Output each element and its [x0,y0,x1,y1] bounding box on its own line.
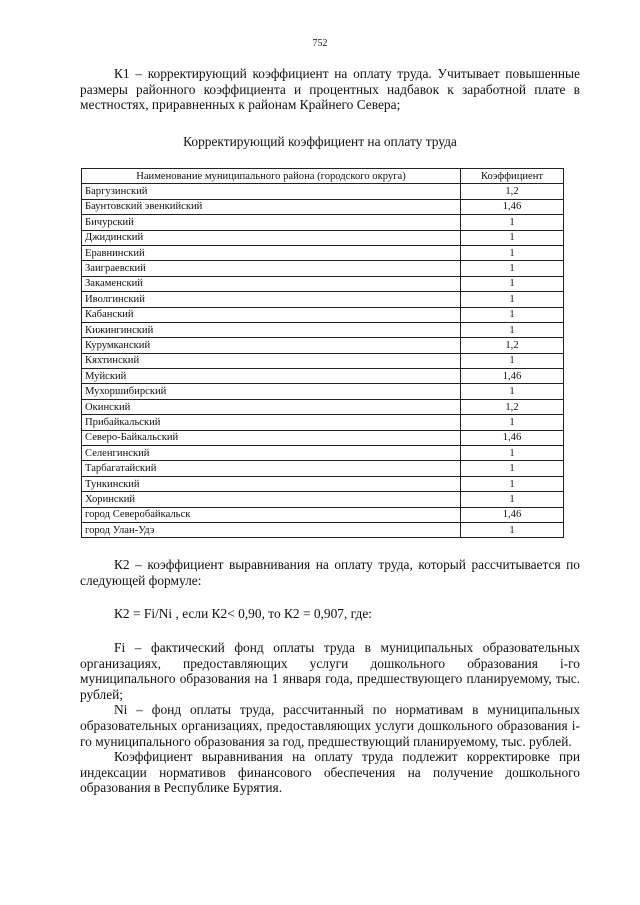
district-name-cell: Баунтовский эвенкийский [82,199,461,214]
district-name-cell: Еравнинский [82,245,461,260]
coefficient-value-cell: 1 [461,353,564,368]
district-name-cell: Кяхтинский [82,353,461,368]
coefficient-value-cell: 1 [461,230,564,245]
district-name-cell: Джидинский [82,230,461,245]
intro-text: К1 – корректирующий коэффициент на оплату труда. Учитывает повышенные размеры районного коэффициента и процентных надбавок к заработной плате в местностях, приравненных к районам Крайнего Севера; [80,66,580,113]
district-name-cell: Бичурский [82,215,461,230]
district-name-cell: город Улан-Удэ [82,522,461,537]
table-row [82,261,564,276]
coefficient-value-cell: 1 [461,384,564,399]
table-row [82,415,564,430]
header-coefficient: Коэффициент [461,169,564,184]
coefficient-value-cell: 1 [461,292,564,307]
coefficient-value-cell: 1,2 [461,338,564,353]
district-name-cell: Тункинский [82,476,461,491]
table-row [82,522,564,537]
coefficient-value-cell: 1 [461,476,564,491]
district-name-cell: город Северобайкальск [82,507,461,522]
coefficient-value-cell: 1,46 [461,369,564,384]
table-row [82,353,564,368]
table-row [82,507,564,522]
header-district: Наименование муниципального района (городского округа) [82,169,461,184]
coefficient-value-cell: 1,46 [461,507,564,522]
intro-paragraph [80,66,580,113]
coefficient-table [81,168,564,538]
k2-paragraph [80,557,580,588]
coefficient-value-cell: 1,2 [461,184,564,199]
table-title: Корректирующий коэффициент на оплату труда [183,134,457,149]
fi-definition: Fi – фактический фонд оплаты труда в муниципальных образовательных организациях, предоставляющих услуги дошкольного образования i-го муниципального образования на 1 января года, предшествующего планируемому, тыс. рублей; [80,640,580,702]
table-row [82,215,564,230]
coefficient-value-cell: 1 [461,322,564,337]
district-name-cell: Тарбагатайский [82,461,461,476]
table-header-row [82,169,564,184]
coefficient-value-cell: 1,2 [461,399,564,414]
ni-definition: Ni – фонд оплаты труда, рассчитанный по нормативам в муниципальных образовательных организациях, предоставляющих услуги дошкольного образования i-го муниципального образования за год, предшествующий планируемому, тыс. рублей. [80,702,580,749]
district-name-cell: Закаменский [82,276,461,291]
coefficient-value-cell: 1 [461,245,564,260]
district-name-cell: Селенгинский [82,446,461,461]
coefficient-value-cell: 1 [461,415,564,430]
coefficient-value-cell: 1,46 [461,430,564,445]
coefficient-value-cell: 1 [461,276,564,291]
coefficient-value-cell: 1 [461,522,564,537]
district-name-cell: Баргузинский [82,184,461,199]
table-row [82,230,564,245]
table-row [82,276,564,291]
page-number: 752 [312,38,328,49]
coefficient-value-cell: 1 [461,261,564,276]
district-name-cell: Иволгинский [82,292,461,307]
table-row [82,446,564,461]
district-name-cell: Окинский [82,399,461,414]
definitions-block [80,640,580,796]
table-row [82,245,564,260]
table-row [82,184,564,199]
table-row [82,399,564,414]
table-row [82,307,564,322]
table-row [82,384,564,399]
table-body [82,184,564,538]
district-name-cell: Курумканский [82,338,461,353]
coefficient-value-cell: 1 [461,307,564,322]
coefficient-value-cell: 1 [461,215,564,230]
formula: К2 = Fi/Ni , если К2< 0,90, то К2 = 0,907, где: [114,606,372,621]
formula-block [80,606,580,622]
district-name-cell: Заиграевский [82,261,461,276]
coefficient-value-cell: 1 [461,461,564,476]
table-row [82,476,564,491]
coefficient-value-cell: 1 [461,446,564,461]
district-name-cell: Хоринский [82,492,461,507]
table-row [82,292,564,307]
table-row [82,461,564,476]
table-row [82,430,564,445]
district-name-cell: Прибайкальский [82,415,461,430]
district-name-cell: Муйский [82,369,461,384]
coefficient-value-cell: 1,46 [461,199,564,214]
district-name-cell: Кабанский [82,307,461,322]
table-row [82,338,564,353]
final-paragraph: Коэффициент выравнивания на оплату труда подлежит корректировке при индексации нормативов финансового обеспечения на получение дошкольного образования в Республике Бурятия. [80,749,580,796]
district-name-cell: Северо-Байкальский [82,430,461,445]
table-row [82,199,564,214]
district-name-cell: Мухоршибирский [82,384,461,399]
coefficient-value-cell: 1 [461,492,564,507]
table-row [82,322,564,337]
district-name-cell: Кижингинский [82,322,461,337]
table-row [82,492,564,507]
k2-text: К2 – коэффициент выравнивания на оплату труда, который рассчитывается по следующей формуле: [80,557,580,588]
table-row [82,369,564,384]
